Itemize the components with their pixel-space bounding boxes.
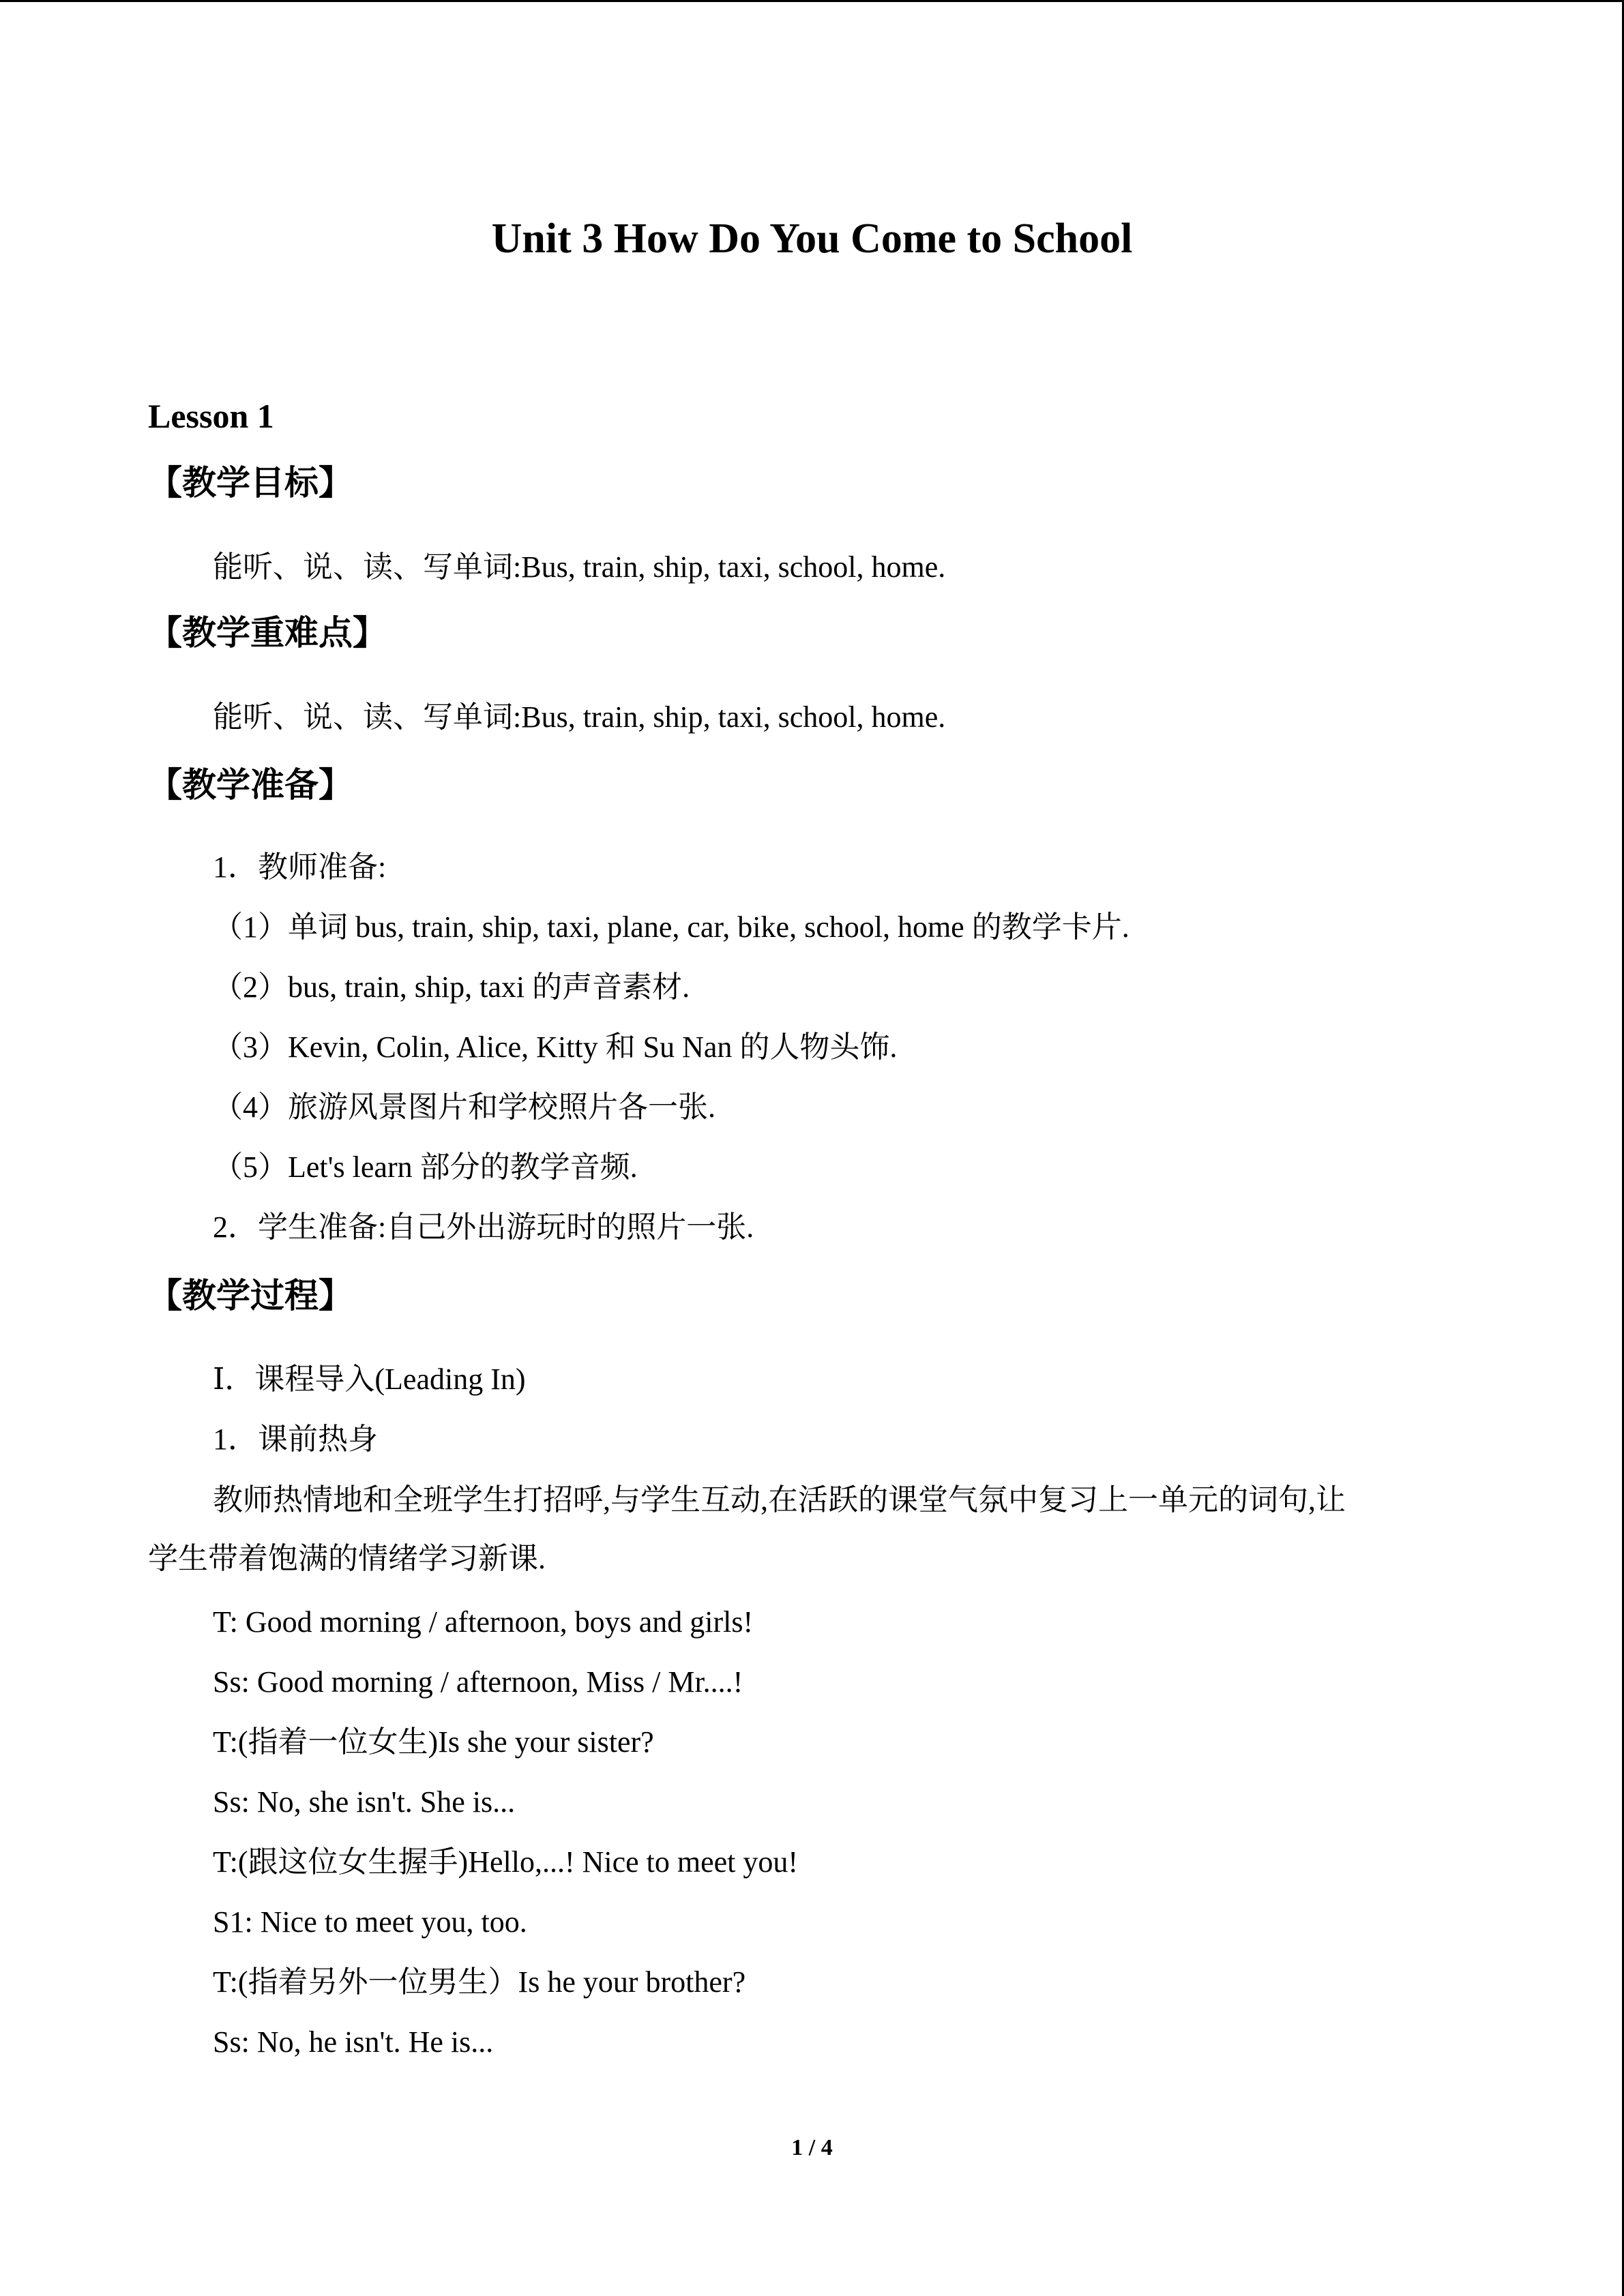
objectives-heading: 【教学目标】 bbox=[148, 463, 353, 503]
teacher-preparation-label: 1．教师准备: bbox=[213, 850, 387, 884]
preparation-heading: 【教学准备】 bbox=[148, 765, 353, 805]
process-paragraph-line: 教师热情地和全班学生打招呼,与学生互动,在活跃的课堂气氛中复习上一单元的词句,让 bbox=[213, 1483, 1346, 1517]
page-number: 1 / 4 bbox=[791, 2135, 833, 2160]
dialogue-line: T:(指着另外一位男生）Is he your brother? bbox=[213, 1965, 746, 1999]
dialogue-line: Ss: No, she isn't. She is... bbox=[213, 1785, 516, 1819]
objectives-text: 能听、说、读、写单词:Bus, train, ship, taxi, school, home. bbox=[213, 550, 946, 584]
dialogue-line: Ss: Good morning / afternoon, Miss / Mr....! bbox=[213, 1665, 743, 1699]
process-paragraph-line: 学生带着饱满的情绪学习新课. bbox=[148, 1542, 546, 1575]
process-heading: 【教学过程】 bbox=[148, 1276, 353, 1315]
dialogue-line: T: Good morning / afternoon, boys and girls! bbox=[213, 1605, 754, 1639]
dialogue-line: T:(跟这位女生握手)Hello,...! Nice to meet you! bbox=[213, 1845, 799, 1879]
key-points-text: 能听、说、读、写单词:Bus, train, ship, taxi, school, home. bbox=[213, 700, 946, 734]
key-points-heading: 【教学重难点】 bbox=[148, 613, 387, 653]
process-part-title: Ⅰ．课程导入(Leading In) bbox=[213, 1362, 526, 1396]
top-border-line bbox=[0, 0, 1624, 2]
lesson-heading: Lesson 1 bbox=[148, 397, 274, 435]
dialogue-line: S1: Nice to meet you, too. bbox=[213, 1905, 527, 1939]
document-title: Unit 3 How Do You Come to School bbox=[491, 215, 1133, 262]
preparation-item: （1）单词 bus, train, ship, taxi, plane, car, bike, school, home 的教学卡片. bbox=[213, 910, 1130, 944]
dialogue-line: Ss: No, he isn't. He is... bbox=[213, 2025, 494, 2059]
preparation-item: （2）bus, train, ship, taxi 的声音素材. bbox=[213, 970, 690, 1004]
dialogue-line: T:(指着一位女生)Is she your sister? bbox=[213, 1725, 654, 1759]
process-step-title: 1．课前热身 bbox=[213, 1422, 378, 1456]
preparation-item: （3）Kevin, Colin, Alice, Kitty 和 Su Nan 的人物头饰. bbox=[213, 1030, 898, 1064]
preparation-item: （5）Let's learn 部分的教学音频. bbox=[213, 1150, 638, 1184]
preparation-item: （4）旅游风景图片和学校照片各一张. bbox=[213, 1090, 715, 1124]
student-preparation-label: 2．学生准备:自己外出游玩时的照片一张. bbox=[213, 1210, 754, 1244]
